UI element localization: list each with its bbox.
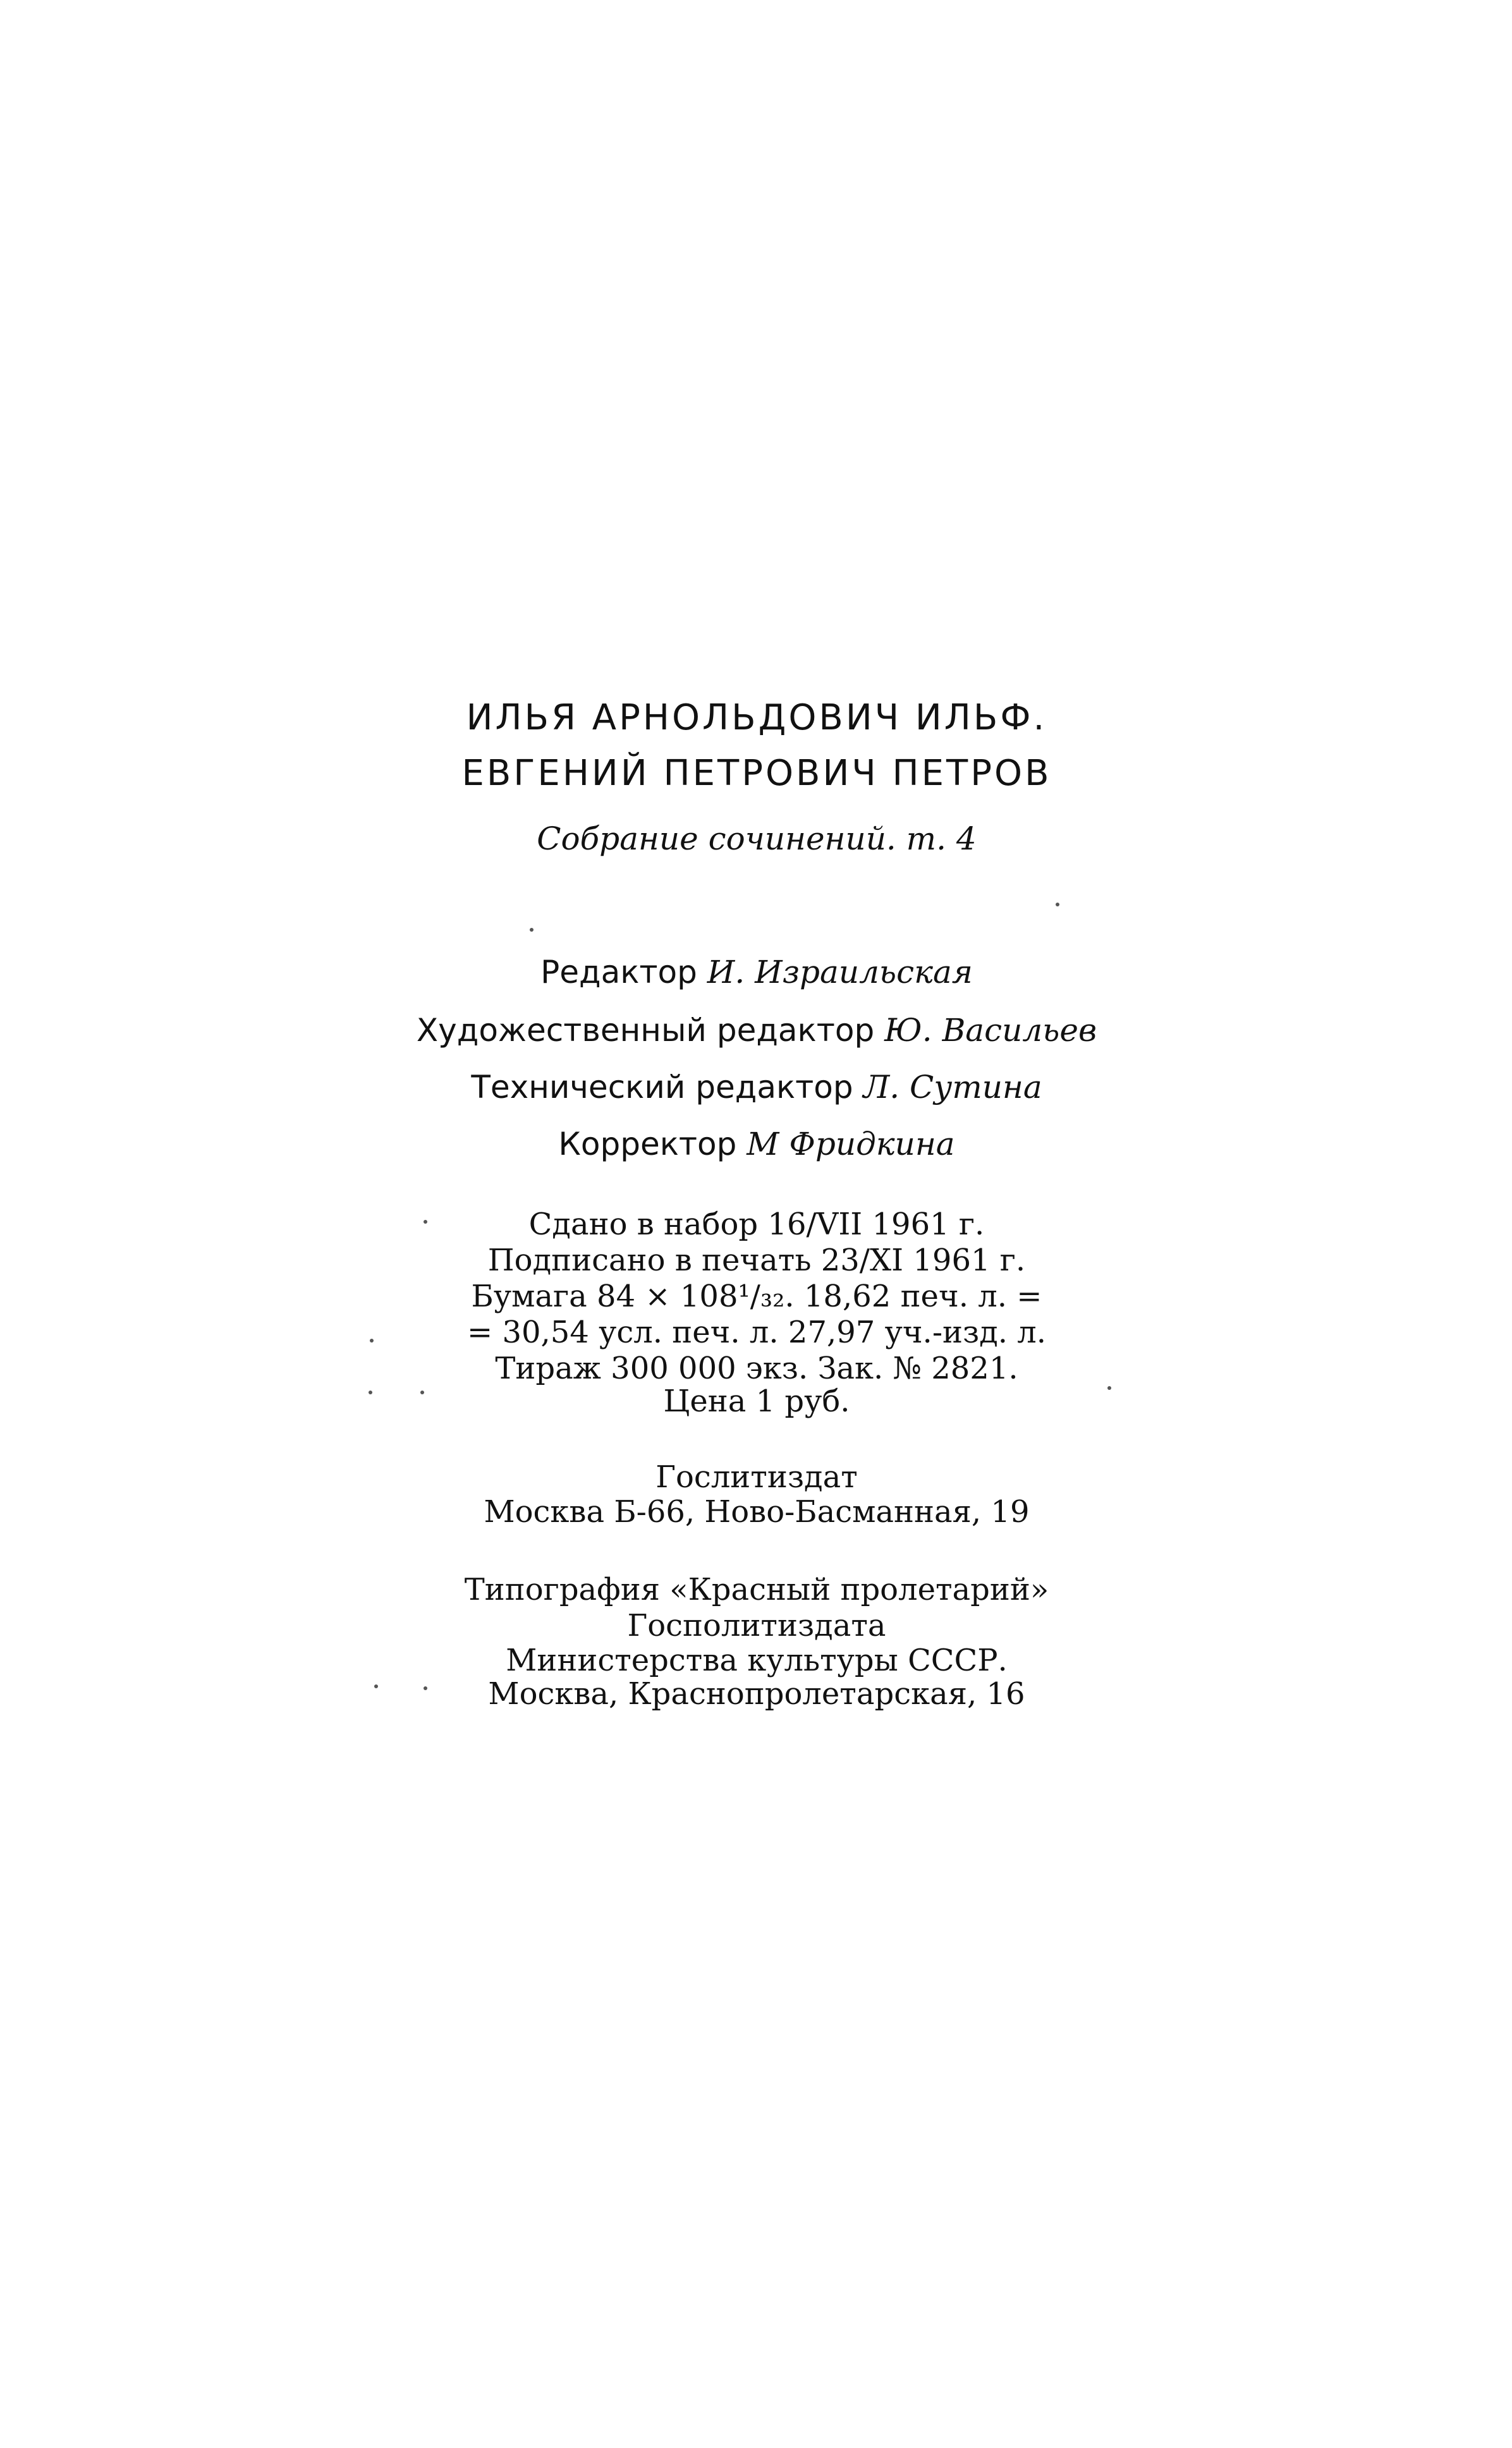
print-detail: Цена 1 руб. bbox=[663, 1384, 850, 1419]
scan-speck bbox=[424, 1220, 427, 1224]
printer-line: Типография «Красный пролетарий» bbox=[464, 1572, 1049, 1607]
scan-speck bbox=[369, 1391, 372, 1394]
print-detail: Тираж 300 000 экз. Зак. № 2821. bbox=[495, 1351, 1018, 1386]
author-line-2: ЕВГЕНИЙ ПЕТРОВИЧ ПЕТРОВ bbox=[461, 753, 1052, 794]
publisher-address: Москва Б-66, Ново-Басманная, 19 bbox=[484, 1494, 1030, 1530]
printer-line: Москва, Краснопролетарская, 16 bbox=[488, 1676, 1025, 1712]
scan-speck bbox=[420, 1391, 424, 1394]
scan-speck bbox=[370, 1339, 374, 1343]
print-detail: Подписано в печать 23/XI 1961 г. bbox=[487, 1243, 1026, 1278]
printer-line: Госполитиздата bbox=[627, 1608, 886, 1643]
credit-name: Л. Сутина bbox=[863, 1069, 1042, 1105]
scan-speck bbox=[1107, 1386, 1111, 1390]
scan-speck bbox=[1056, 903, 1059, 906]
credit-name: Ю. Васильев bbox=[884, 1012, 1097, 1049]
print-detail: = 30,54 усл. печ. л. 27,97 уч.-изд. л. bbox=[466, 1315, 1047, 1350]
credit-name: М Фридкина bbox=[747, 1126, 955, 1162]
print-detail: Бумага 84 × 108¹/₃₂. 18,62 печ. л. = bbox=[471, 1279, 1042, 1314]
publisher-name: Гослитиздат bbox=[655, 1459, 858, 1495]
collection-subtitle: Собрание сочинений. т. 4 bbox=[537, 820, 977, 857]
scan-speck bbox=[530, 928, 533, 932]
credit-role: Технический редактор bbox=[471, 1069, 853, 1105]
credit-role: Редактор bbox=[540, 954, 697, 990]
scan-speck bbox=[424, 1686, 427, 1690]
credit-editor bbox=[540, 956, 973, 988]
print-detail: Сдано в набор 16/VII 1961 г. bbox=[528, 1207, 985, 1242]
author-line-1: ИЛЬЯ АРНОЛЬДОВИЧ ИЛЬФ. bbox=[466, 697, 1047, 738]
credit-art-editor bbox=[416, 1012, 1097, 1049]
credit-proofreader bbox=[558, 1128, 954, 1160]
credit-tech-editor bbox=[471, 1071, 1042, 1103]
credit-name: И. Израильская bbox=[707, 954, 973, 990]
credit-role: Художественный редактор bbox=[416, 1012, 875, 1049]
printer-line: Министерства культуры СССР. bbox=[506, 1643, 1008, 1678]
scan-speck bbox=[374, 1684, 378, 1688]
credit-role: Корректор bbox=[558, 1126, 737, 1162]
